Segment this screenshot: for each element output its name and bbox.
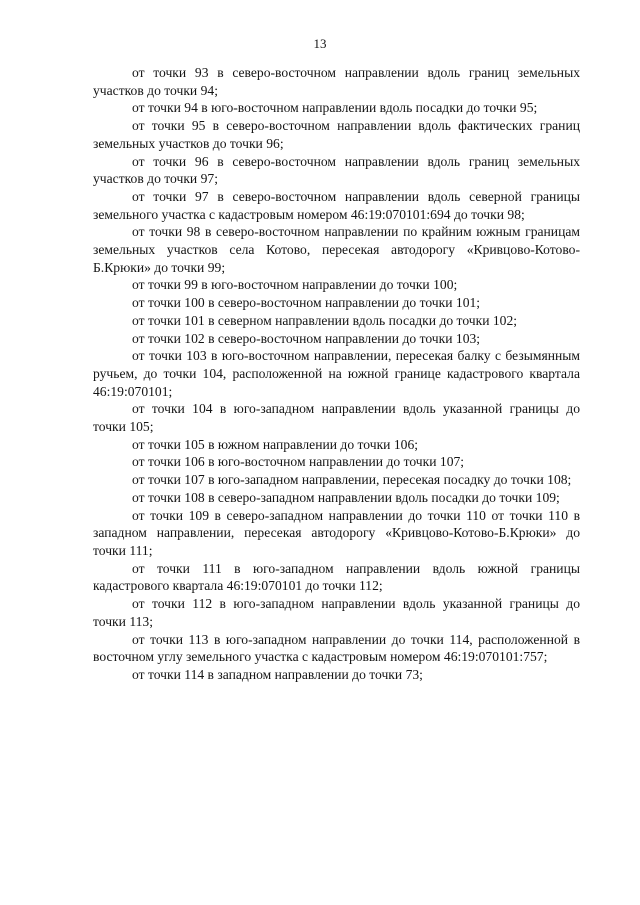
page-number: 13 [313, 36, 327, 51]
paragraph: от точки 111 в юго-западном направлении вдоль южной границы кадастрового квартала 46:19:070101 до точки 112; [93, 560, 580, 594]
paragraph: от точки 93 в северо-восточном направлении вдоль границ земельных участков до точки 94; [93, 65, 580, 98]
paragraph: от точки 98 в северо-восточном направлении по крайним южным границам земельных участков села Котово, пересекая автодорогу «Кривцово-Котово-Б.Крюки» до точки 99; [93, 224, 580, 275]
paragraph: от точки 95 в северо-восточном направлении вдоль фактических границ земельных участков до точки 96; [93, 118, 580, 151]
paragraph: от точки 112 в юго-западном направлении вдоль указанной границы до точки 113; [93, 596, 580, 629]
paragraph: от точки 99 в юго-восточном направлении до точки 100; [132, 277, 458, 293]
paragraph: от точки 101 в северном направлении вдоль посадки до точки 102; [132, 312, 518, 328]
paragraph: от точки 106 в юго-восточном направлении до точки 107; [132, 454, 465, 470]
paragraph: от точки 104 в юго-западном направлении вдоль указанной границы до точки 105; [93, 401, 580, 435]
paragraph: от точки 100 в северо-восточном направлении до точки 101; [132, 295, 481, 311]
document-body [93, 64, 580, 684]
paragraph: от точки 114 в западном направлении до точки 73; [132, 666, 423, 682]
paragraph: от точки 96 в северо-восточном направлении вдоль границ земельных участков до точки 97; [93, 153, 580, 187]
paragraph: от точки 103 в юго-восточном направлении, пересекая балку с безымянным ручьем, до точки 104, расположенной на южной границе кадастрового квартала 46:19:070101; [93, 348, 580, 399]
paragraph: от точки 108 в северо-западном направлении вдоль посадки до точки 109; [132, 489, 560, 505]
paragraph: от точки 97 в северо-восточном направлении вдоль северной границы земельного участка с кадастровым номером 46:19:070101:694 до точки 98; [93, 188, 580, 222]
paragraph: от точки 109 в северо-западном направлении до точки 110 от точки 110 в западном направлении, пересекая автодорогу «Кривцово-Котово-Б.Крюки» до точки 111; [93, 507, 580, 558]
paragraph: от точки 102 в северо-восточном направлении до точки 103; [132, 330, 481, 346]
paragraph: от точки 113 в юго-западном направлении до точки 114, расположенной в восточном углу земельного участка с кадастровым номером 46:19:070101:757; [93, 631, 580, 665]
paragraph: от точки 105 в южном направлении до точки 106; [132, 436, 419, 452]
paragraph: от точки 94 в юго-восточном направлении вдоль посадки до точки 95; [132, 100, 538, 116]
paragraph: от точки 107 в юго-западном направлении, пересекая посадку до точки 108; [132, 472, 572, 488]
